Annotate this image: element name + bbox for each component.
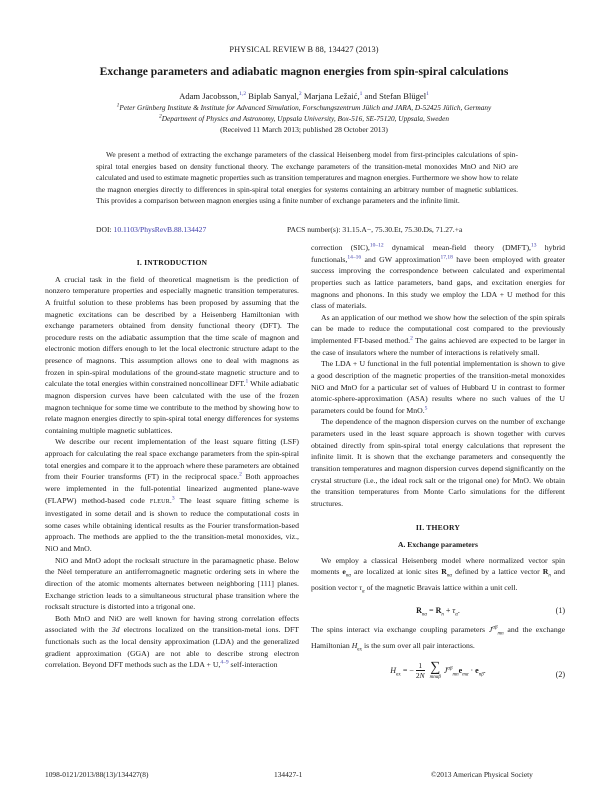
math-symbol: τ [359, 583, 362, 593]
equation-number: (2) [555, 669, 565, 679]
citation-link[interactable]: 2 [239, 471, 242, 478]
author-name: Biplab Sanyal, [248, 91, 299, 101]
text: dynamical mean-field theory (DMFT), [383, 243, 531, 252]
math-subscript: ex [357, 647, 363, 653]
text: While adiabatic magnon dispersion curves have been calculated with the use of the frozen magnon technique for some time we contribute to the method by showing how to relate magnon energies directly to spin-spiral total energy differences for systems containing multiple magnetic sublattices. [45, 379, 299, 435]
text: of the magnetic Bravais lattice within a unit cell. [364, 583, 518, 593]
citation-link[interactable]: 10–12 [369, 242, 384, 249]
math-subscript: nα [345, 573, 351, 579]
doi-link[interactable]: 10.1103/PhysRevB.88.134427 [113, 225, 207, 234]
doi-label: DOI: [96, 225, 112, 234]
text: are localized at ionic sites [351, 567, 442, 577]
left-column [45, 257, 299, 671]
author-name: and Stefan Blügel [364, 91, 427, 101]
affiliation-text: Peter Grünberg Institute & Institute for Advanced Simulation, Forschungszentrum Jülich and JARA, D-52425 Jülich, Germany [119, 103, 492, 112]
fraction: $\frac{1}{2N}$ [415, 661, 425, 681]
text: We employ a classical Heisenberg model where normalized vector spin moments [311, 555, 565, 577]
math-symbol: R [441, 567, 447, 577]
abstract-text: We present a method of extracting the exchange parameters of the classical Heisenberg model from first-principles calculations of spin-spiral total energies based on density functional theory. The exchange parameters of the transition-metal monoxides MnO and NiO are calculated and used to estimate magnetic properties such as transition temperatures and magnon energies. Furthermore we show how to relate the magnon energies directly to differences in spin-spiral total energies for systems containing an arbitrary number of magnetic sublattices. This provides a comparison between magnon energies using a finite number of exchange parameters and the infinite limit. [96, 150, 518, 206]
affiliation-ref[interactable]: 1 [426, 91, 429, 98]
paper-title: Exchange parameters and adiabatic magnon energies from spin-spiral calculations [99, 65, 509, 78]
code-name: FLEUR [149, 498, 170, 505]
paragraph [45, 613, 299, 671]
text: The least square fitting scheme is investigated in some detail and is shown to reduce the computational costs in some cases while obtaining identical results as the Fourier transformation-based approach. The methods are applied to the the transition-metal monoxides, viz., NiO and MnO. [45, 495, 299, 553]
affiliation-marker: 2 [159, 113, 162, 120]
text: . [169, 495, 172, 505]
citation-link[interactable]: 4–9 [220, 659, 229, 666]
affiliation-marker: 1 [116, 102, 120, 109]
text: 3d [111, 625, 120, 635]
summation: ∑ mnαβ [429, 659, 441, 680]
text: defined by a lattice vector [452, 567, 543, 577]
abstract [96, 149, 518, 207]
author-name: Marjana Ležaić, [303, 91, 360, 101]
text: hybrid functionals, [311, 243, 566, 264]
right-column [311, 242, 565, 691]
paragraph [311, 358, 565, 416]
text: Both approaches were implemented in the full-potential linearized augmented plane-wave (FLAPW) method-based code [45, 472, 299, 505]
received-dates: (Received 11 March 2013; published 28 October 2013) [220, 125, 388, 134]
text: and position vector [311, 567, 565, 593]
paragraph [311, 624, 565, 656]
affiliation-text: Department of Physics and Astronomy, Uppsala University, Box-516, SE-75120, Uppsala, Sweden [161, 114, 449, 123]
math-superscript: αβ [492, 625, 498, 631]
text: The spins interact via exchange coupling parameters [311, 624, 489, 634]
text: As an application of our method we show how the selection of the spin spirals can be made to reduce the computational cost compared to the previously implemented FT-based method. [311, 312, 565, 345]
footer-copyright: ©2013 American Physical Society [431, 770, 533, 779]
doi [96, 225, 206, 234]
paragraph: NiO and MnO adopt the rocksalt structure in the paramagnetic phase. Below the Nèel temperature an antiferromagnetic magnetic ordering sets in where the direction of the atomic moments alternates between neighboring [111] planes. Exchange striction leads to a simultaneous structural phase transition where the rocksalt structure is distorted into a trigonal one. [45, 555, 299, 612]
paragraph [45, 274, 299, 437]
text: The LDA + U functional in the full potential implementation is shown to give a good description of the magnetic properties of the transition-metal monoxides NiO and MnO for a particular set of values of Hubbard U in contrast to former atomic-sphere-approximation (ASA) results where no such values of the U parameters could be found for MnO. [311, 359, 565, 415]
text: correction (SIC), [311, 243, 370, 252]
footer-page-number: 134427-1 [274, 770, 303, 779]
subsection-heading-exchange-parameters: A. Exchange parameters [398, 540, 478, 549]
section-heading-theory: II. THEORY [415, 523, 461, 533]
affiliation-ref[interactable]: 2 [298, 91, 302, 98]
math-subscript: n [548, 573, 551, 579]
footer-issn: 1098-0121/2013/88(13)/134427(8) [45, 770, 149, 779]
affiliation-ref[interactable]: 1,2 [239, 91, 247, 98]
equation-1 [311, 605, 565, 619]
citation-link[interactable]: 5 [424, 405, 428, 412]
text: is the sum over all pair interactions. [362, 640, 475, 650]
math-symbol: R [542, 567, 549, 577]
text: and GW approximation [361, 254, 441, 264]
equation-2 [311, 661, 565, 691]
math-symbol: e [342, 567, 346, 577]
citation-link[interactable]: 1 [245, 378, 249, 385]
author-name: Adam Jacobsson, [179, 91, 240, 101]
paragraph [311, 555, 565, 599]
journal-header: PHYSICAL REVIEW B 88, 134427 (2013) [229, 45, 379, 54]
math-subscript: nα [446, 573, 452, 579]
section-heading-introduction: I. INTRODUCTION [136, 258, 208, 267]
citation-link[interactable]: 13 [531, 242, 537, 249]
citation-link[interactable]: 14–16 [347, 254, 362, 261]
citation-link[interactable]: 2 [410, 335, 413, 342]
citation-link[interactable]: 17,18 [440, 254, 453, 261]
math-symbol: J [488, 624, 493, 634]
text: We describe our recent implementation of the least square fitting (LSF) approach for calculating the real space exchange parameters from the spin-spiral total energies and compare it to the approach where these parameters are obtained from their Fourier transforms (FT) in the reciprocal space. [45, 437, 299, 482]
section-gap [311, 509, 565, 522]
affiliation-1 [0, 103, 608, 112]
equation-body: $H_{ex}$ = − $\frac{1}{2N}$ ∑ mnαβ $J^{\alpha\beta}_{mn}e_{m\alpha} \cdot e_{n\beta}$. [390, 659, 486, 681]
text: have been employed with greater success improving the correspondence between calculated and experimental properties such as lattice parameters, band gaps, and excitation energies for magnons and phonons. In this study we employ the LDA + U method for this class of materials. [311, 254, 565, 311]
affiliation-2 [0, 114, 608, 123]
paragraph [311, 242, 565, 312]
text: and the exchange Hamiltonian [311, 624, 566, 650]
text: electrons localized on the transition-metal ions. DFT functionals such as the local density approximation (LDA) and the generalized gradient approximation (GGA) are not able to describe strong electron correlation. Beyond DFT methods such as the LDA + U, [45, 625, 299, 670]
paragraph [45, 436, 299, 554]
text: A crucial task in the field of theoretical magnetism is the prediction of nonzero temperature properties and especially magnetic transition temperatures. A fruitful solution to these problems has been proposed by assuming that the magnetic excitations can be described by a Heisenberg Hamiltonian with exchange parameters obtained from density functional theory (DFT). The procedure rests on the adiabatic assumption that the time scale of magnon and electronic motion differs enough to let the local electronic structure adapt to the presence of magnons. This assumption allows one to deal with magnons as frozen in spin-spiral modulations of the ground-state magnetic structure and to calculate the total energies within constrained noncollinear DFT. [45, 274, 299, 389]
math-subscript: mn [497, 631, 504, 637]
text: Both MnO and NiO are well known for having strong correlation effects associated with the [45, 613, 299, 635]
text: The gains achieved are expected to be larger in the case of insulators where the number of interactions is relatively small. [311, 336, 565, 357]
citation-link[interactable]: 3 [171, 494, 175, 501]
equation-number: (1) [555, 605, 565, 615]
affiliation-ref[interactable]: 1 [359, 91, 363, 98]
text: self-interaction [228, 660, 278, 670]
pacs-numbers: PACS number(s): 31.15.A−, 75.30.Et, 75.30.Ds, 71.27.+a [287, 225, 463, 234]
author-list [0, 91, 608, 101]
math-subscript: α [362, 589, 365, 595]
math-symbol: H [351, 640, 358, 650]
equation-body: $R_{n\alpha} = R_n + \tau_\alpha$. [416, 605, 460, 618]
paragraph [311, 312, 565, 359]
paragraph: The dependence of the magnon dispersion curves on the number of exchange parameters used in the least square approach is shown together with curves obtained directly from spin-spiral total energy calculations that represent the infinite limit. It is shown that the exchange parameters and consequently the transition temperatures and magnon dispersion curves depend significantly on the crystal structure (i.e., the ideal rock salt or the trigonal one) for MnO. We obtain the transition temperatures from Monte Carlo simulations for the different structures. [311, 417, 565, 508]
